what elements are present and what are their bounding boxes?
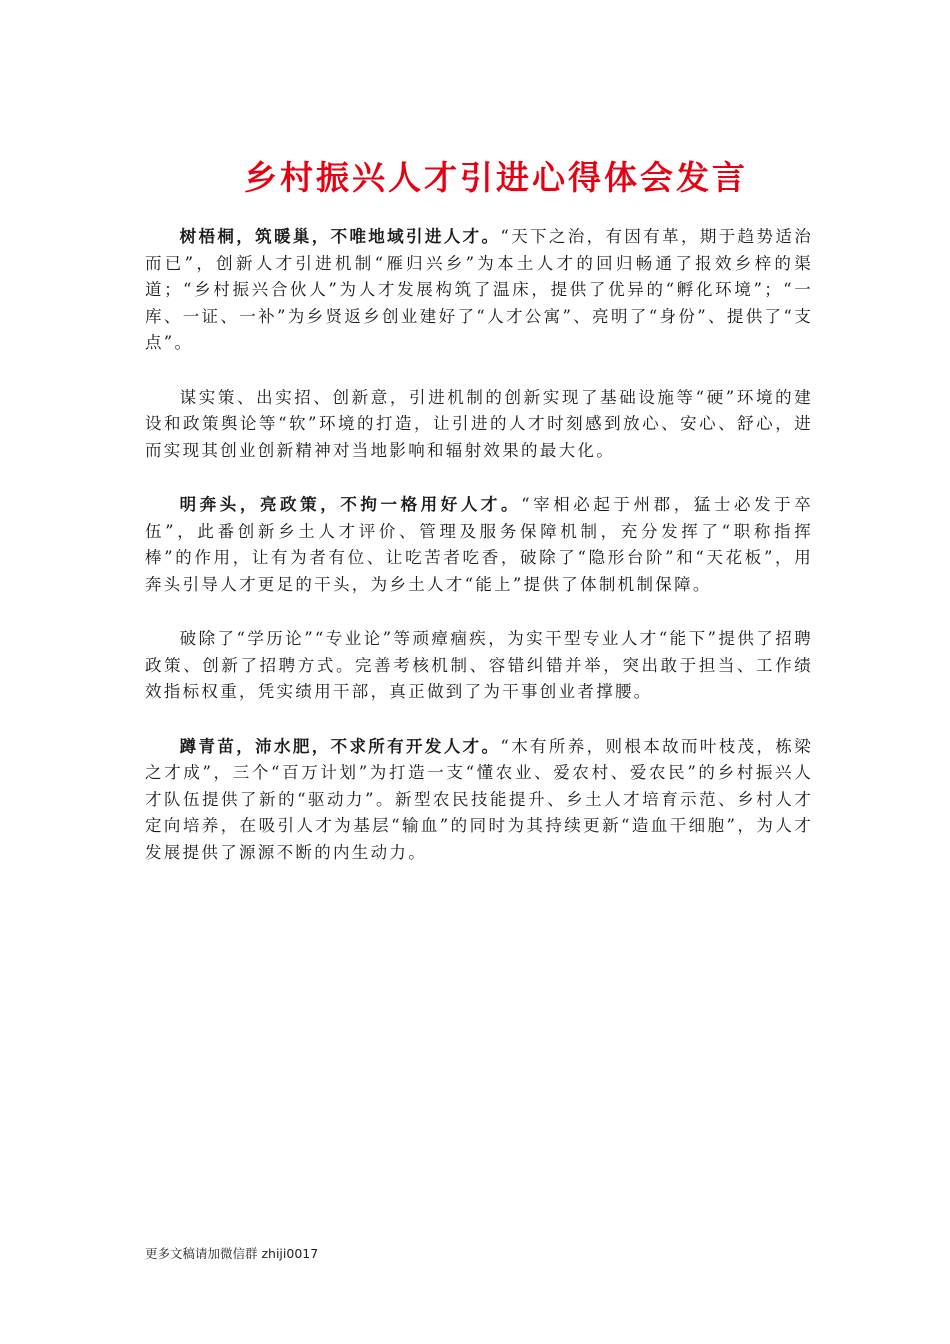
paragraph-2: [145, 385, 813, 465]
paragraph-1-text: “天下之治，有因有革，期于趋势适治而已”，创新人才引进机制“雁归兴乡”为本土人才的回归畅通了报效乡梓的渠道；“乡村振兴合伙人”为人才发展构筑了温床，提供了优异的“孵化环境”；“一库、一证、一补”为乡贤返乡创业建好了“人才公寓”、亮明了“身份”、提供了“支点”。: [145, 227, 813, 352]
footer-note: 更多文稿请加微信群 zhiji0017: [145, 1246, 319, 1261]
paragraph-1-lead: 树梧桐，筑暖巢，不唯地域引进人才。: [179, 227, 501, 246]
paragraph-3: [145, 492, 813, 598]
paragraph-3-lead: 明奔头，亮政策，不拘一格用好人才。: [179, 495, 522, 514]
paragraph-5-text: “木有所养，则根本故而叶枝茂，栋梁之才成”，三个“百万计划”为打造一支“懂农业、爱农村、爱农民”的乡村振兴人才队伍提供了新的“驱动力”。新型农民技能提升、乡土人才培育示范、乡村人才定向培养，在吸引人才为基层“输血”的同时为其持续更新“造血干细胞”，为人才发展提供了源源不断的内生动力。: [145, 736, 813, 862]
paragraph-4-text: 破除了“学历论”“专业论”等顽瘴痼疾，为实干型专业人才“能下”提供了招聘政策、创新了招聘方式。完善考核机制、容错纠错并举，突出敢于担当、工作绩效指标权重，凭实绩用干部，真正做到了为干事创业者撑腰。: [145, 629, 813, 701]
paragraph-4: [145, 626, 813, 706]
document-body: [145, 224, 813, 894]
paragraph-5-lead: 蹲青苗，沛水肥，不求所有开发人才。: [179, 736, 501, 756]
paragraph-1: [145, 224, 813, 357]
paragraph-5: [145, 734, 813, 867]
document-title: 乡村振兴人才引进心得体会发言: [244, 158, 748, 197]
paragraph-3-text: “宰相必起于州郡，猛士必发于卒伍”，此番创新乡土人才评价、管理及服务保障机制，充分发挥了“职称指挥棒”的作用，让有为者有位、让吃苦者吃香，破除了“隐形台阶”和“天花板”，用奔头引导人才更足的干头，为乡土人才“能上”提供了体制机制保障。: [145, 495, 813, 594]
paragraph-2-text: 谋实策、出实招、创新意，引进机制的创新实现了基础设施等“硬”环境的建设和政策舆论等“软”环境的打造，让引进的人才时刻感到放心、安心、舒心，进而实现其创业创新精神对当地影响和辐射效果的最大化。: [145, 387, 813, 460]
